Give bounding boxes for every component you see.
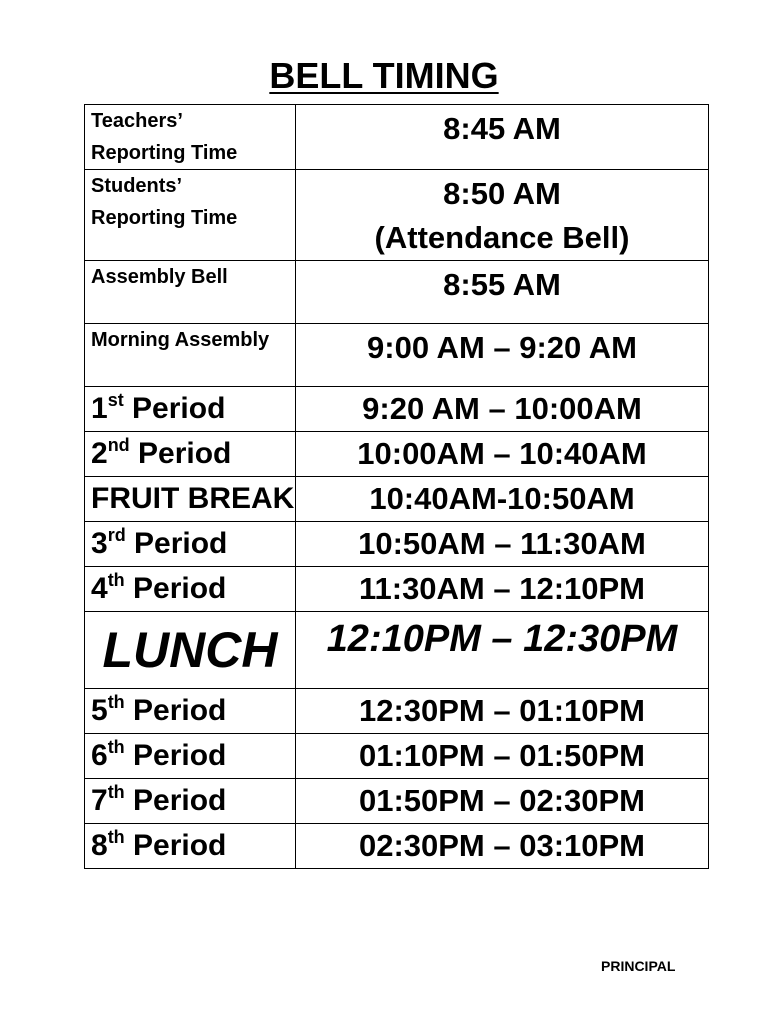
row-label [85,261,296,324]
period-number: 4 [91,572,108,605]
period-time: 10:50AM – 11:30AM [296,522,709,567]
period-word: Period [133,784,227,817]
lunch-time: 12:10PM – 12:30PM [296,612,709,689]
table-row [85,387,709,432]
period-label [85,824,296,869]
period-time: 12:30PM – 01:10PM [296,689,709,734]
label-line: Reporting Time [91,142,238,164]
period-word: Period [133,829,227,862]
time-line: (Attendance Bell) [374,220,630,255]
table-row [85,324,709,387]
row-time [296,261,709,324]
period-label [85,779,296,824]
period-word: Period [133,572,227,605]
period-time: 9:20 AM – 10:00AM [296,387,709,432]
table-row [85,261,709,324]
table-row [85,734,709,779]
table-row [85,689,709,734]
period-time: 01:10PM – 01:50PM [296,734,709,779]
label-line: Teachers’ [91,110,183,132]
period-number: 6 [91,739,108,772]
period-label [85,689,296,734]
label-line: Students’ [91,175,183,197]
break-time: 10:40AM-10:50AM [296,477,709,522]
table-row [85,612,709,689]
period-number: 7 [91,784,108,817]
period-label [85,387,296,432]
period-number: 1 [91,392,108,425]
row-label [85,105,296,170]
period-word: Period [133,739,227,772]
period-suffix: nd [107,435,130,455]
table-row [85,105,709,170]
time-line: 8:55 AM [443,267,561,302]
row-label [85,324,296,387]
row-label [85,170,296,261]
table-row [85,432,709,477]
principal-signature-label: PRINCIPAL [601,958,676,974]
period-label [85,522,296,567]
period-time: 11:30AM – 12:10PM [296,567,709,612]
period-time: 02:30PM – 03:10PM [296,824,709,869]
break-label: FRUIT BREAK [85,477,296,522]
page-title [0,54,768,98]
period-time: 01:50PM – 02:30PM [296,779,709,824]
period-number: 2 [91,437,108,470]
period-word: Period [138,437,232,470]
period-word: Period [133,694,227,727]
period-word: Period [132,392,226,425]
label-line: Reporting Time [91,207,238,229]
time-line: 8:45 AM [443,111,561,146]
period-number: 3 [91,527,108,560]
period-number: 8 [91,829,108,862]
bell-timing-table [84,104,709,869]
table-row [85,170,709,261]
table-row [85,477,709,522]
label-line: Assembly Bell [91,266,228,288]
table-row [85,522,709,567]
period-suffix: th [107,570,125,590]
period-number: 5 [91,694,108,727]
time-line: 8:50 AM [443,176,561,211]
table-row [85,567,709,612]
period-time: 10:00AM – 10:40AM [296,432,709,477]
period-suffix: st [107,390,124,410]
lunch-label: LUNCH [85,612,296,689]
title-text: BELL TIMING [269,55,499,96]
period-suffix: th [107,827,125,847]
table-row [85,824,709,869]
label-line: Morning Assembly [91,329,270,351]
period-suffix: th [107,692,125,712]
period-label [85,432,296,477]
period-suffix: th [107,737,125,757]
period-label [85,567,296,612]
period-label [85,734,296,779]
period-suffix: th [107,782,125,802]
table-row [85,779,709,824]
time-line: 9:00 AM – 9:20 AM [367,330,637,365]
row-time [296,170,709,261]
row-time [296,105,709,170]
period-suffix: rd [107,525,126,545]
period-word: Period [134,527,228,560]
row-time [296,324,709,387]
